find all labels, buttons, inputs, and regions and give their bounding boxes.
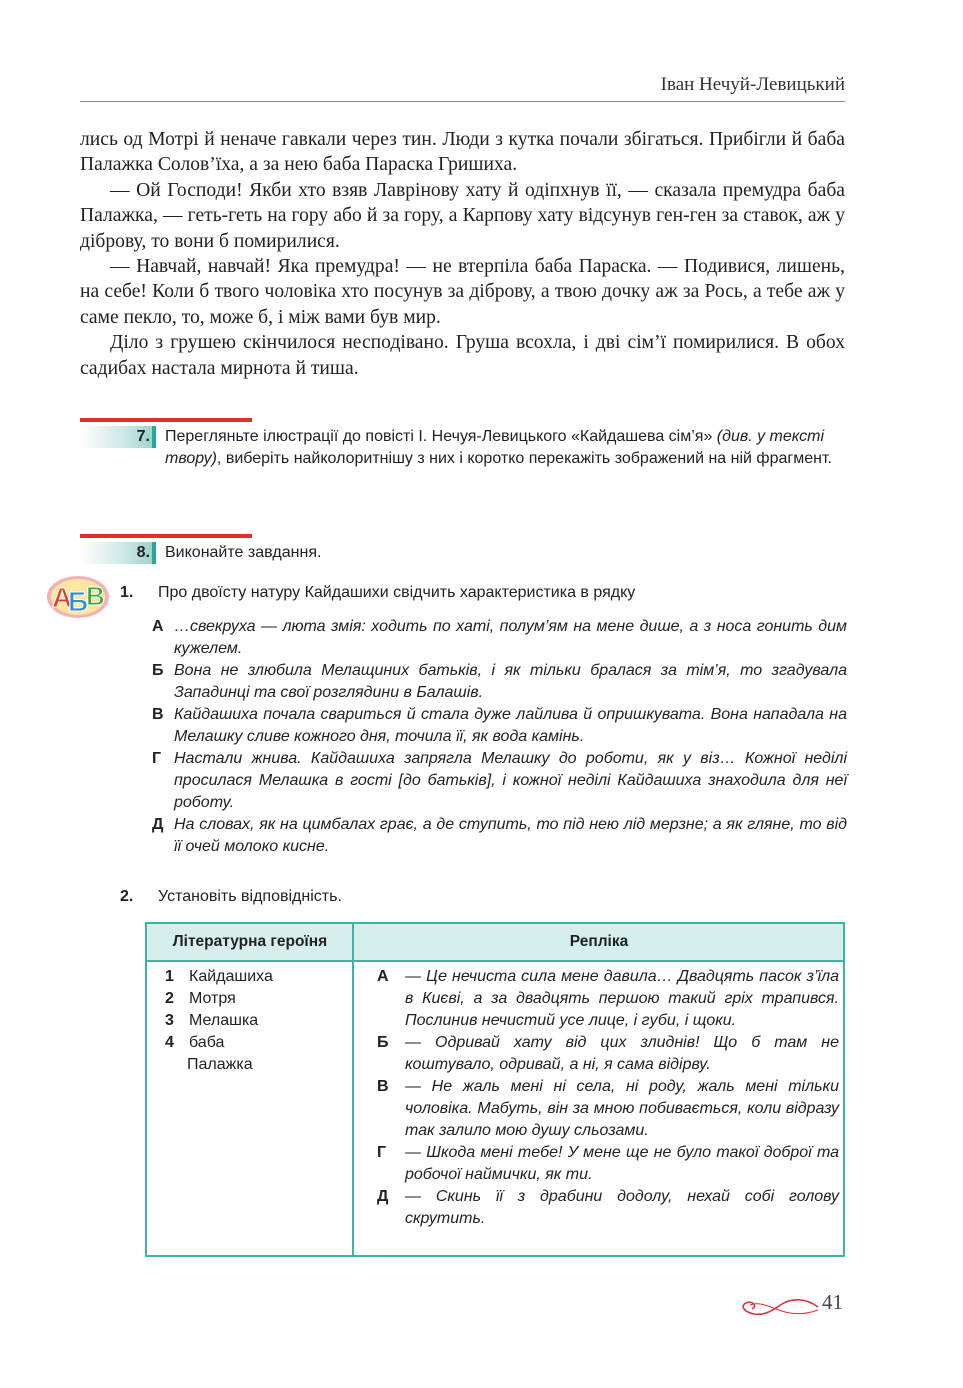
- heroine-item: [165, 966, 345, 988]
- reply-text: — Скинь її з драбини додолу, нехай собі голову скрутить.: [405, 1188, 839, 1227]
- logo-letter-a: А: [52, 582, 73, 613]
- heroine-list: [165, 966, 345, 1076]
- abv-test-logo-icon: [46, 574, 110, 620]
- task-7-text-a: Перегляньте ілюстрації до повісті І. Нечуя-Левицького «Кайдашева сім’я»: [165, 428, 717, 445]
- heroine-name-cont: Палажка: [187, 1056, 253, 1073]
- option-a: [152, 616, 847, 660]
- paragraph-1: лись од Мотрі й неначе гавкали через тин. Люди з кутка почали збігаться. Прибігли й баба Палажка Солов’їха, а за нею баба Параска Гришиха.: [80, 129, 845, 176]
- option-text: Вона не злюбила Мелащиних батьків, і як тільки бралася за тім’я, то згадувала Западинці та свої розглядини в Балашів.: [174, 662, 847, 701]
- heroine-number: 4: [165, 1034, 174, 1051]
- task-teal-bar: [152, 426, 156, 448]
- reply-letter: Г: [377, 1144, 387, 1161]
- option-text: Настали жнива. Кайдашиха запрягла Мелашку до роботи, як у віз… Кожної неділі просилася Мелашка в гості [до батьків], і кожної неділі Кайдашиха знаходила для неї роботу.: [174, 750, 847, 811]
- option-letter: В: [152, 706, 164, 723]
- reply-item: [377, 1076, 839, 1142]
- logo-letter-b: Б: [68, 586, 89, 617]
- reply-letter: В: [377, 1078, 389, 1095]
- question-number: 1.: [120, 584, 134, 601]
- option-b: [152, 660, 847, 704]
- task-number: 7.: [136, 428, 150, 445]
- task-teal-bar: [152, 542, 156, 564]
- table-header-row: [147, 924, 843, 962]
- option-letter: Б: [152, 662, 164, 679]
- task-red-bar: [80, 418, 252, 422]
- option-letter: Г: [152, 750, 162, 767]
- option-letter: А: [152, 618, 164, 635]
- column-divider: [352, 924, 354, 1255]
- reply-text: — Одривай хату від цих злиднів! Що б там не коштувало, одривай, а ні, я сама відірву.: [405, 1034, 839, 1073]
- option-g: [152, 748, 847, 814]
- paragraph-4: Діло з грушею скінчилося несподівано. Груша всохла, і дві сім’ї помирилися. В обох садибах настала мирнота й тиша.: [80, 332, 845, 379]
- question-1: [120, 582, 850, 606]
- page-number: 41: [822, 1290, 843, 1314]
- task-8: [80, 534, 850, 568]
- reply-letter: Б: [377, 1034, 389, 1051]
- reply-item: [377, 966, 839, 1032]
- heroine-item: [165, 1010, 345, 1032]
- task-number: 8.: [136, 544, 150, 561]
- reply-text: — Шкода мені тебе! У мене ще не було такої доброї та робочої наймички, як ти.: [405, 1144, 839, 1183]
- task-7-text-italic: (див. у тексті твору): [165, 428, 825, 467]
- reply-text: — Не жаль мені ні села, ні роду, жаль мені тільки чоловіка. Мабуть, він за мною побивається, коли відразу так залило мою душу сльозами.: [405, 1078, 839, 1139]
- question-2: [120, 886, 850, 910]
- running-header-author: Іван Нечуй-Левицький: [660, 74, 845, 95]
- question-text: Про двоїсту натуру Кайдашихи свідчить характеристика в рядку: [158, 584, 636, 601]
- option-text: Кайдашиха почала свариться й стала дуже лайлива й опришкувата. Вона нападала на Мелашку сливе кожного дня, точила її, як вода камінь.: [174, 706, 847, 745]
- heroine-name: Кайдашиха: [189, 968, 273, 985]
- reply-item: [377, 1142, 839, 1186]
- story-excerpt: [80, 127, 845, 381]
- option-text: …свекруха — люта змія: ходить по хаті, полум’ям на мене дише, а з носа гонить дим кужелем.: [174, 618, 847, 657]
- header-reply: Репліка: [569, 933, 629, 950]
- reply-letter: А: [377, 968, 389, 985]
- option-d: [152, 814, 847, 858]
- paragraph-2: — Ой Господи! Якби хто взяв Лаврінову хату й одіпхнув її, — сказала премудра баба Палажка, — геть-геть на гору або й за гору, а Карпову хату відсунув ген-ген за ставок, аж у діброву, то вони б помирилися.: [80, 179, 845, 252]
- page-swash-ornament-icon: [736, 1294, 820, 1320]
- task-7: [80, 418, 850, 498]
- paragraph-3: — Навчай, навчай! Яка премудра! — не втерпіла баба Параска. — Подивися, лишень, на себе! Коли б твого чоловіка хто посунув за діброву, а твою дочку аж за Рось, а тебе аж у саме пекло, то, може б, і між вами був мир.: [80, 256, 845, 328]
- reply-text: — Це нечиста сила мене давила… Двадцять пасок з’їла в Києві, а за двадцять першою такий гріх трапився. Послинив нечистий усе лице, і губи, і щоки.: [405, 968, 839, 1029]
- reply-letter: Д: [377, 1188, 389, 1205]
- heroine-number: 2: [165, 990, 174, 1007]
- reply-item: [377, 1032, 839, 1076]
- header-heroine: Літературна героїня: [172, 933, 328, 950]
- heroine-number: 1: [165, 968, 174, 985]
- option-letter: Д: [152, 816, 164, 833]
- reply-list: [377, 966, 839, 1230]
- question-number: 2.: [120, 888, 134, 905]
- heroine-name: Мелашка: [189, 1012, 259, 1029]
- task-7-text: [165, 426, 845, 469]
- heroine-name: Мотря: [189, 990, 236, 1007]
- answer-options: [152, 616, 847, 858]
- option-v: [152, 704, 847, 748]
- task-red-bar: [80, 534, 252, 538]
- heroine-name: баба: [189, 1034, 225, 1051]
- task-7-text-b: , виберіть найколоритнішу з них і коротко перекажіть зображений на ній фрагмент.: [216, 449, 832, 467]
- task-8-text: Виконайте завдання.: [165, 544, 322, 561]
- heroine-item: [165, 988, 345, 1010]
- heroine-item: [165, 1032, 345, 1076]
- option-text: На словах, як на цимбалах грає, а де ступить, то під нею лід мерзне; а як гляне, то від її очей молоко кисне.: [174, 816, 847, 855]
- heroine-number: 3: [165, 1012, 174, 1029]
- logo-letter-v: В: [86, 581, 105, 611]
- header-rule: [80, 101, 845, 102]
- question-text: Установіть відповідність.: [158, 888, 342, 905]
- reply-item: [377, 1186, 839, 1230]
- matching-table: [145, 922, 845, 1257]
